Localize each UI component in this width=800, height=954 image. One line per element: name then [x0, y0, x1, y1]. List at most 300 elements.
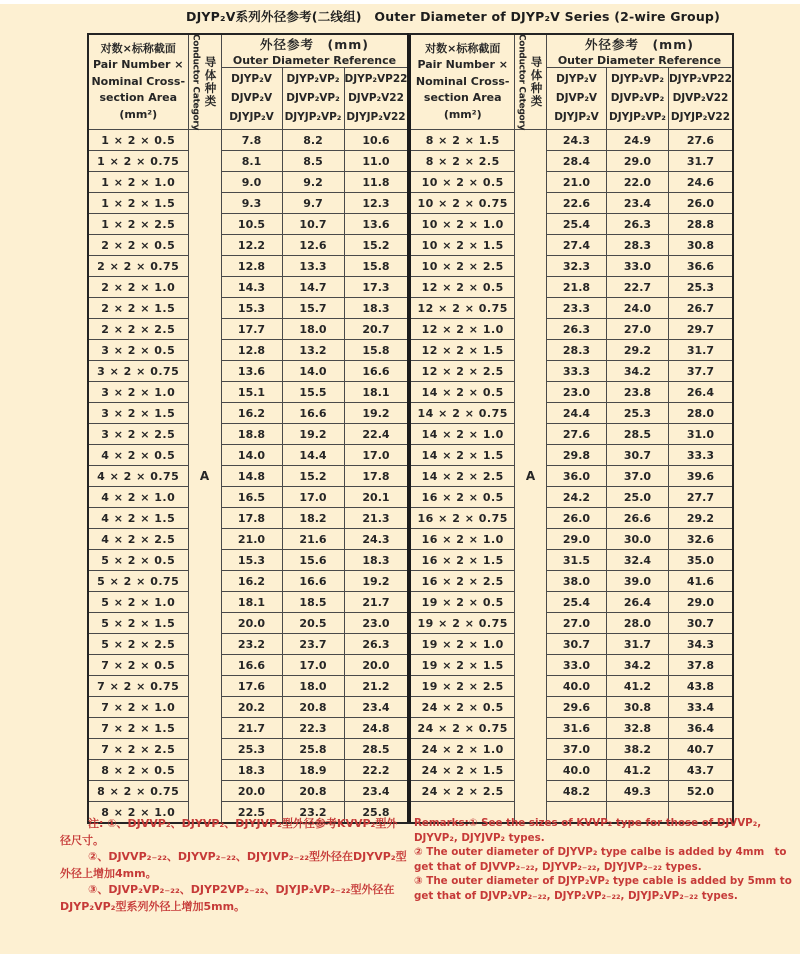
diameter-value-cell: 26.7 — [668, 298, 732, 319]
diameter-value-cell: 35.0 — [668, 550, 732, 571]
pair-spec-cell: 8 × 2 × 0.75 — [88, 781, 188, 802]
pair-spec-cell: 3 × 2 × 1.5 — [88, 403, 188, 424]
diameter-value-cell: 13.3 — [282, 256, 344, 277]
table-row — [410, 508, 732, 529]
diameter-value-cell: 25.8 — [282, 739, 344, 760]
table-row — [88, 487, 408, 508]
pair-number-header-line: (mm²) — [119, 107, 158, 121]
pair-spec-cell: 8 × 2 × 2.5 — [410, 151, 514, 172]
diameter-value-cell: 21.6 — [282, 529, 344, 550]
diameter-value-cell: 40.0 — [546, 760, 606, 781]
diameter-value-cell: 16.6 — [221, 655, 282, 676]
conductor-category-label-en: Conductor Category — [190, 33, 201, 131]
pair-number-header-line: Nominal Cross- — [415, 74, 510, 88]
diameter-value-cell: 49.3 — [606, 781, 668, 802]
diameter-value-cell: 25.8 — [344, 802, 408, 824]
pair-spec-cell: 12 × 2 × 2.5 — [410, 361, 514, 382]
table-row — [410, 760, 732, 781]
diameter-value-cell: 14.4 — [282, 445, 344, 466]
diameter-value-cell: 24.9 — [606, 130, 668, 151]
diameter-value-cell: 21.2 — [344, 676, 408, 697]
pair-spec-cell: 8 × 2 × 1.0 — [88, 802, 188, 824]
pair-spec-cell: 1 × 2 × 1.0 — [88, 172, 188, 193]
type-column-2-header-line: DJYJP₂VP₂ — [284, 111, 342, 123]
pair-spec-cell: 24 × 2 × 1.0 — [410, 739, 514, 760]
diameter-value-cell: 43.8 — [668, 676, 732, 697]
table-row — [410, 424, 732, 445]
diameter-value-cell: 37.0 — [606, 466, 668, 487]
pair-spec-cell: 4 × 2 × 0.5 — [88, 445, 188, 466]
pair-spec-cell: 4 × 2 × 0.75 — [88, 466, 188, 487]
pair-spec-cell: 5 × 2 × 1.0 — [88, 592, 188, 613]
pair-spec-cell: 7 × 2 × 2.5 — [88, 739, 188, 760]
pair-number-header-line: 对数×标称截面 — [425, 41, 501, 55]
pair-spec-cell: 12 × 2 × 0.75 — [410, 298, 514, 319]
type-column-1-header-line: DJVP₂V — [230, 92, 273, 104]
diameter-value-cell: 18.2 — [282, 508, 344, 529]
diameter-value-cell: 22.2 — [344, 760, 408, 781]
diameter-value-cell: 37.8 — [668, 655, 732, 676]
type-column-2-header — [606, 68, 668, 130]
diameter-value-cell: 23.7 — [282, 634, 344, 655]
pair-spec-cell: 19 × 2 × 0.75 — [410, 613, 514, 634]
pair-number-header-line: 对数×标称截面 — [100, 41, 176, 55]
diameter-value-cell: 31.6 — [546, 718, 606, 739]
diameter-value-cell: 39.6 — [668, 466, 732, 487]
diameter-value-cell: 25.3 — [606, 403, 668, 424]
diameter-value-cell: 19.2 — [344, 403, 408, 424]
diameter-value-cell: 23.0 — [344, 613, 408, 634]
pair-spec-cell: 19 × 2 × 0.5 — [410, 592, 514, 613]
diameter-value-cell: 18.0 — [282, 676, 344, 697]
diameter-value-cell: 15.6 — [282, 550, 344, 571]
pair-number-header-line: section Area — [423, 91, 502, 105]
diameter-value-cell: 43.7 — [668, 760, 732, 781]
pair-spec-cell: 3 × 2 × 0.75 — [88, 361, 188, 382]
diameter-value-cell: 12.8 — [221, 340, 282, 361]
pair-spec-cell: 19 × 2 × 1.5 — [410, 655, 514, 676]
diameter-value-cell: 22.5 — [221, 802, 282, 824]
diameter-value-cell: 36.6 — [668, 256, 732, 277]
diameter-value-cell: 10.5 — [221, 214, 282, 235]
table-row — [88, 277, 408, 298]
table-row — [88, 613, 408, 634]
diameter-value-cell: 14.3 — [221, 277, 282, 298]
pair-spec-cell: 10 × 2 × 0.75 — [410, 193, 514, 214]
table-row — [410, 151, 732, 172]
table-row — [88, 508, 408, 529]
table-row — [410, 172, 732, 193]
diameter-value-cell: 37.7 — [668, 361, 732, 382]
header-row-top — [88, 34, 408, 68]
diameter-value-cell: 31.0 — [668, 424, 732, 445]
diameter-value-cell: 18.1 — [221, 592, 282, 613]
table-row — [410, 550, 732, 571]
diameter-value-cell: 17.0 — [282, 487, 344, 508]
diameter-value-cell: 20.0 — [221, 781, 282, 802]
table-row — [410, 676, 732, 697]
pair-spec-cell: 24 × 2 × 2.5 — [410, 781, 514, 802]
pair-spec-cell: 24 × 2 × 0.5 — [410, 697, 514, 718]
diameter-value-cell: 25.4 — [546, 214, 606, 235]
table-row — [88, 697, 408, 718]
footnotes-chinese — [60, 816, 408, 915]
pair-number-header-line: Nominal Cross- — [91, 74, 186, 88]
table-row — [410, 193, 732, 214]
table-row — [88, 214, 408, 235]
diameter-value-cell: 30.8 — [606, 697, 668, 718]
diameter-value-cell: 29.7 — [668, 319, 732, 340]
diameter-value-cell: 33.0 — [546, 655, 606, 676]
table-row — [410, 256, 732, 277]
page-title: DJYP₂V系列外径参考(二线组) Outer Diameter of DJYP₂V Series (2-wire Group) — [186, 9, 720, 24]
left-table — [87, 33, 409, 824]
diameter-value-cell: 33.4 — [668, 697, 732, 718]
diameter-value-cell: 23.2 — [282, 802, 344, 824]
diameter-value-cell: 28.5 — [606, 424, 668, 445]
diameter-value-cell: 29.0 — [546, 529, 606, 550]
pair-spec-cell: 5 × 2 × 0.5 — [88, 550, 188, 571]
pair-spec-cell: 14 × 2 × 0.5 — [410, 382, 514, 403]
diameter-value-cell: 17.8 — [221, 508, 282, 529]
pair-spec-cell: 1 × 2 × 0.75 — [88, 151, 188, 172]
diameter-value-cell: 27.0 — [606, 319, 668, 340]
diameter-value-cell: 32.4 — [606, 550, 668, 571]
table-row — [410, 382, 732, 403]
table-row — [88, 130, 408, 151]
diameter-value-cell: 21.0 — [546, 172, 606, 193]
table-row — [410, 403, 732, 424]
diameter-value-cell: 13.6 — [344, 214, 408, 235]
footnote-line: ② The outer diameter of DJYVP₂ type calbe is added by 4mm to get that of DJVVP₂₋₂₂, DJYVP₂₋₂₂, DJYJVP₂₋₂₂ types. — [414, 846, 787, 873]
pair-spec-cell: 10 × 2 × 0.5 — [410, 172, 514, 193]
diameter-value-cell: 26.6 — [606, 508, 668, 529]
table-row — [88, 550, 408, 571]
diameter-value-cell: 41.2 — [606, 676, 668, 697]
diameter-value-cell: 17.0 — [344, 445, 408, 466]
type-column-1-header — [546, 68, 606, 130]
diameter-value-cell: 40.7 — [668, 739, 732, 760]
pair-spec-cell: 10 × 2 × 1.0 — [410, 214, 514, 235]
diameter-value-cell: 8.1 — [221, 151, 282, 172]
diameter-value-cell: 32.3 — [546, 256, 606, 277]
diameter-value-cell: 30.7 — [606, 445, 668, 466]
diameter-value-cell: 28.8 — [668, 214, 732, 235]
diameter-value-cell: 11.0 — [344, 151, 408, 172]
diameter-value-cell: 19.2 — [282, 424, 344, 445]
diameter-value-cell: 14.8 — [221, 466, 282, 487]
conductor-category-value: A — [188, 130, 221, 824]
diameter-value-cell: 28.0 — [668, 403, 732, 424]
diameter-value-cell: 14.7 — [282, 277, 344, 298]
conductor-category-header — [188, 34, 221, 130]
type-column-2-header-line: DJYJP₂VP₂ — [609, 111, 666, 123]
diameter-value-cell: 12.8 — [221, 256, 282, 277]
table-row — [88, 571, 408, 592]
pair-spec-cell: 7 × 2 × 1.0 — [88, 697, 188, 718]
type-column-1-header-line: DJYP₂V — [231, 73, 272, 85]
pair-spec-cell: 24 × 2 × 1.5 — [410, 760, 514, 781]
type-column-3-header-line: DJVP₂V22 — [348, 92, 404, 104]
diameter-value-cell: 9.7 — [282, 193, 344, 214]
diameter-value-cell: 21.0 — [221, 529, 282, 550]
table-row — [88, 781, 408, 802]
pair-spec-cell: 14 × 2 × 1.0 — [410, 424, 514, 445]
diameter-value-cell: 28.0 — [606, 613, 668, 634]
diameter-value-cell: 8.2 — [282, 130, 344, 151]
diameter-value-cell: 28.3 — [546, 340, 606, 361]
pair-spec-cell: 16 × 2 × 2.5 — [410, 571, 514, 592]
diameter-value-cell: 52.0 — [668, 781, 732, 802]
pair-spec-cell: 19 × 2 × 2.5 — [410, 676, 514, 697]
table-row — [410, 718, 732, 739]
diameter-value-cell: 18.3 — [344, 298, 408, 319]
pair-spec-cell: 4 × 2 × 1.5 — [88, 508, 188, 529]
pair-spec-cell: 3 × 2 × 1.0 — [88, 382, 188, 403]
pair-spec-cell: 2 × 2 × 2.5 — [88, 319, 188, 340]
pair-spec-cell: 10 × 2 × 1.5 — [410, 235, 514, 256]
diameter-value-cell: 21.8 — [546, 277, 606, 298]
footnote-line: 注: ①、DJVVP₂、DJYVP₂、DJYJVP₂型外径参考KVVP₂型外径尺寸。 — [60, 817, 398, 847]
diameter-value-cell: 41.2 — [606, 760, 668, 781]
diameter-value-cell: 12.6 — [282, 235, 344, 256]
type-column-3-header-line: DJVP₂V22 — [672, 92, 729, 104]
table-row — [410, 487, 732, 508]
pair-number-header-line: Pair Number × — [417, 58, 508, 72]
diameter-value-cell: 15.8 — [344, 340, 408, 361]
diameter-value-cell: 19.2 — [344, 571, 408, 592]
type-column-3-header — [344, 68, 408, 130]
diameter-value-cell: 7.8 — [221, 130, 282, 151]
footnote-line: ②、DJVVP₂₋₂₂、DJYVP₂₋₂₂、DJYJVP₂₋₂₂型外径在DJYVP₂型外径上增加4mm。 — [60, 850, 407, 880]
diameter-value-cell: 9.0 — [221, 172, 282, 193]
diameter-value-cell: 22.7 — [606, 277, 668, 298]
diameter-value-cell: 38.0 — [546, 571, 606, 592]
diameter-value-cell: 20.2 — [221, 697, 282, 718]
pair-spec-cell: 4 × 2 × 2.5 — [88, 529, 188, 550]
diameter-value-cell: 34.2 — [606, 655, 668, 676]
diameter-value-cell: 29.2 — [668, 508, 732, 529]
diameter-value-cell: 26.3 — [344, 634, 408, 655]
diameter-value-cell: 18.0 — [282, 319, 344, 340]
type-column-1-header-line: DJYJP₂V — [554, 111, 599, 123]
diameter-value-cell: 9.2 — [282, 172, 344, 193]
pair-number-header — [88, 34, 188, 130]
pair-spec-cell: 12 × 2 × 1.0 — [410, 319, 514, 340]
diameter-value-cell: 15.3 — [221, 298, 282, 319]
pair-spec-cell: 16 × 2 × 0.5 — [410, 487, 514, 508]
pair-spec-cell: 2 × 2 × 1.0 — [88, 277, 188, 298]
diameter-value-cell: 30.0 — [606, 529, 668, 550]
diameter-value-cell: 22.3 — [282, 718, 344, 739]
pair-spec-cell: 7 × 2 × 0.5 — [88, 655, 188, 676]
diameter-value-cell: 15.5 — [282, 382, 344, 403]
diameter-value-cell: 16.5 — [221, 487, 282, 508]
table-row — [88, 340, 408, 361]
table-row — [88, 445, 408, 466]
diameter-value-cell: 23.0 — [546, 382, 606, 403]
diameter-value-cell: 26.4 — [606, 592, 668, 613]
pair-spec-cell: 14 × 2 × 1.5 — [410, 445, 514, 466]
diameter-value-cell: 30.7 — [546, 634, 606, 655]
diameter-value-cell: 14.0 — [221, 445, 282, 466]
table-row — [410, 214, 732, 235]
diameter-value-cell: 33.3 — [668, 445, 732, 466]
pair-spec-cell: 19 × 2 × 1.0 — [410, 634, 514, 655]
diameter-value-cell: 25.0 — [606, 487, 668, 508]
diameter-value-cell: 34.2 — [606, 361, 668, 382]
diameter-value-cell: 24.6 — [668, 172, 732, 193]
table-row — [410, 634, 732, 655]
diameter-value-cell: 20.8 — [282, 781, 344, 802]
pair-spec-cell: 1 × 2 × 2.5 — [88, 214, 188, 235]
diameter-value-cell: 22.4 — [344, 424, 408, 445]
diameter-value-cell: 12.2 — [221, 235, 282, 256]
diameter-value-cell: 22.0 — [606, 172, 668, 193]
conductor-category-header — [514, 34, 546, 130]
diameter-value-cell: 15.2 — [282, 466, 344, 487]
outer-diameter-label-zh: 外径参考 (mm) — [259, 37, 369, 52]
table-row — [88, 256, 408, 277]
type-column-2-header-line: DJYP₂VP₂ — [286, 73, 340, 85]
table-row — [410, 235, 732, 256]
diameter-value-cell: 25.4 — [546, 592, 606, 613]
pair-spec-cell: 7 × 2 × 1.5 — [88, 718, 188, 739]
diameter-value-cell: 8.5 — [282, 151, 344, 172]
type-column-1-header-line: DJYP₂V — [556, 73, 597, 85]
diameter-value-cell: 29.8 — [546, 445, 606, 466]
type-column-2-header-line: DJVP₂VP₂ — [286, 92, 340, 104]
diameter-value-cell: 21.7 — [221, 718, 282, 739]
pair-spec-cell: 7 × 2 × 0.75 — [88, 676, 188, 697]
type-column-3-header-line: DJYJP₂V22 — [670, 111, 731, 123]
diameter-value-cell: 17.6 — [221, 676, 282, 697]
diameter-value-cell: 17.3 — [344, 277, 408, 298]
diameter-value-cell: 15.8 — [344, 256, 408, 277]
diameter-value-cell: 23.4 — [344, 781, 408, 802]
diameter-value-cell: 30.7 — [668, 613, 732, 634]
type-column-3-header-line: DJYP₂VP22 — [668, 73, 732, 85]
table-row — [410, 697, 732, 718]
diameter-value-cell: 30.8 — [668, 235, 732, 256]
header-row-top — [410, 34, 732, 68]
diameter-value-cell: 12.3 — [344, 193, 408, 214]
diameter-tables — [87, 33, 734, 824]
pair-spec-cell: 12 × 2 × 1.5 — [410, 340, 514, 361]
page-top-edge — [0, 0, 800, 4]
diameter-value-cell: 16.6 — [282, 571, 344, 592]
outer-diameter-label-en: Outer Diameter Reference — [557, 54, 722, 67]
table-row — [88, 382, 408, 403]
diameter-value-cell: 38.2 — [606, 739, 668, 760]
diameter-value-cell: 18.1 — [344, 382, 408, 403]
diameter-value-cell: 9.3 — [221, 193, 282, 214]
diameter-value-cell: 23.4 — [344, 697, 408, 718]
diameter-value-cell: 23.8 — [606, 382, 668, 403]
diameter-value-cell: 28.4 — [546, 151, 606, 172]
diameter-value-cell: 20.5 — [282, 613, 344, 634]
diameter-value-cell: 37.0 — [546, 739, 606, 760]
table-row — [410, 529, 732, 550]
table-row — [410, 277, 732, 298]
diameter-value-cell: 24.2 — [546, 487, 606, 508]
diameter-value-cell: 33.3 — [546, 361, 606, 382]
right-table — [409, 33, 733, 824]
table-row — [410, 781, 732, 802]
diameter-value-cell: 18.8 — [221, 424, 282, 445]
diameter-value-cell: 16.2 — [221, 403, 282, 424]
footnote-line: ③ The outer diameter of DJYP₂VP₂ type cable is added by 5mm to get that of DJVP₂VP₂₋₂₂, DJYP₂VP₂₋₂₂, DJYJP₂VP₂₋₂₂ types. — [414, 875, 792, 902]
diameter-value-cell: 29.6 — [546, 697, 606, 718]
diameter-value-cell: 28.3 — [606, 235, 668, 256]
diameter-value-cell: 26.4 — [668, 382, 732, 403]
diameter-value-cell: 31.5 — [546, 550, 606, 571]
diameter-value-cell: 31.7 — [606, 634, 668, 655]
outer-diameter-header — [546, 34, 732, 68]
table-row — [410, 739, 732, 760]
footnote-line: ③、DJVP₂VP₂₋₂₂、DJYP2VP₂₋₂₂、DJYJP₂VP₂₋₂₂型外径在DJYP₂VP₂型系列外径上增加5mm。 — [60, 883, 395, 913]
diameter-value-cell: 31.7 — [668, 340, 732, 361]
diameter-value-cell: 34.3 — [668, 634, 732, 655]
diameter-value-cell: 14.0 — [282, 361, 344, 382]
diameter-value-cell: 25.3 — [221, 739, 282, 760]
diameter-value-cell: 32.8 — [606, 718, 668, 739]
table-row — [410, 340, 732, 361]
diameter-value-cell: 21.3 — [344, 508, 408, 529]
outer-diameter-header — [221, 34, 408, 68]
type-column-3-header-line: DJYJP₂V22 — [346, 111, 406, 123]
diameter-value-cell: 18.5 — [282, 592, 344, 613]
footnotes — [60, 816, 792, 915]
diameter-value-cell: 20.1 — [344, 487, 408, 508]
diameter-value-cell: 27.6 — [546, 424, 606, 445]
diameter-value-cell: 13.2 — [282, 340, 344, 361]
diameter-value-cell: 26.0 — [668, 193, 732, 214]
diameter-value-cell: 23.4 — [606, 193, 668, 214]
pair-spec-cell: 5 × 2 × 1.5 — [88, 613, 188, 634]
table-row — [88, 403, 408, 424]
diameter-value-cell: 27.7 — [668, 487, 732, 508]
diameter-value-cell: 18.3 — [344, 550, 408, 571]
table-row — [88, 319, 408, 340]
pair-number-header-line: (mm²) — [443, 107, 482, 121]
diameter-value-cell: 17.0 — [282, 655, 344, 676]
diameter-value-cell: 26.3 — [546, 319, 606, 340]
diameter-value-cell: 29.2 — [606, 340, 668, 361]
table-row — [410, 445, 732, 466]
diameter-value-cell: 20.0 — [221, 613, 282, 634]
diameter-value-cell: 13.6 — [221, 361, 282, 382]
diameter-value-cell: 15.2 — [344, 235, 408, 256]
table-row — [410, 592, 732, 613]
pair-spec-cell: 2 × 2 × 0.75 — [88, 256, 188, 277]
diameter-value-cell: 29.0 — [668, 592, 732, 613]
pair-spec-cell: 8 × 2 × 1.5 — [410, 130, 514, 151]
table-row — [88, 361, 408, 382]
diameter-value-cell: 20.0 — [344, 655, 408, 676]
table-row — [410, 655, 732, 676]
diameter-value-cell: 25.3 — [668, 277, 732, 298]
diameter-value-cell: 24.0 — [606, 298, 668, 319]
table-row — [410, 361, 732, 382]
diameter-value-cell: 27.4 — [546, 235, 606, 256]
pair-spec-cell: 3 × 2 × 2.5 — [88, 424, 188, 445]
table-row — [88, 592, 408, 613]
diameter-value-cell: 16.6 — [282, 403, 344, 424]
diameter-value-cell: 48.2 — [546, 781, 606, 802]
diameter-value-cell: 24.4 — [546, 403, 606, 424]
diameter-value-cell: 15.3 — [221, 550, 282, 571]
